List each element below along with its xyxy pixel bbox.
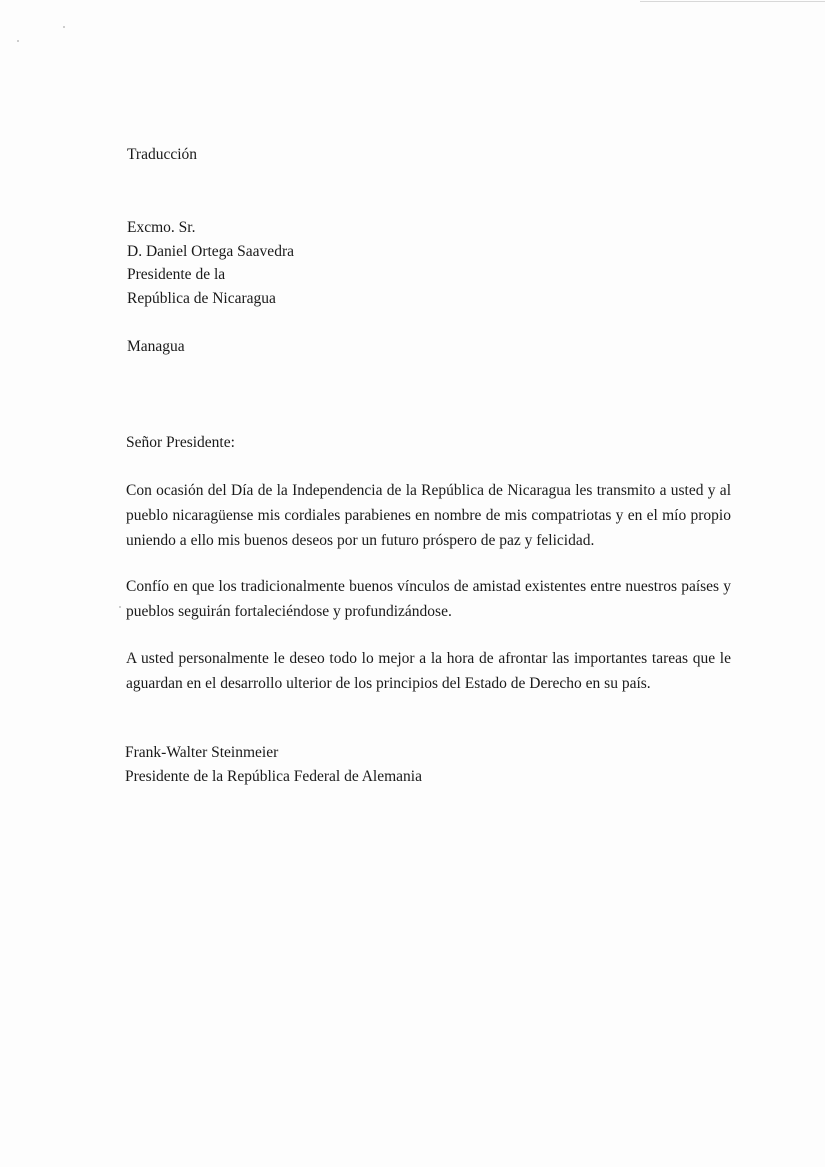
recipient-line: República de Nicaragua	[127, 289, 276, 307]
salutation: Señor Presidente:	[126, 434, 235, 451]
recipient-line: Presidente de la	[127, 266, 226, 283]
recipient-line: D. Daniel Ortega Saavedra	[127, 242, 294, 260]
scan-speck	[17, 40, 19, 42]
document-heading: Traducción	[127, 146, 198, 163]
recipient-address	[127, 216, 294, 310]
scan-artifact-line	[640, 1, 825, 2]
recipient-line: Excmo. Sr.	[127, 219, 196, 236]
signatory-name: Frank-Walter Steinmeier	[125, 744, 279, 761]
body-paragraph: Confío en que los tradicionalmente buenos vínculos de amistad existentes entre nuestros países y pueblos seguirán fortaleciéndose y profundizándose.	[126, 578, 731, 620]
body-paragraph: Con ocasión del Día de la Independencia de la República de Nicaragua les transmito a usted y al pueblo nicaragüense mis cordiales parabienes en nombre de mis compatriotas y en el mío propio uniendo a ello mis buenos deseos por un futuro próspero de paz y felicidad.	[126, 482, 731, 549]
scan-speck	[63, 26, 65, 28]
body-paragraph: A usted personalmente le deseo todo lo mejor a la hora de afrontar las importantes tareas que le aguardan en el desarrollo ulterior de los principios del Estado de Derecho en su país.	[126, 650, 731, 692]
recipient-city: Managua	[127, 338, 185, 355]
signatory-title: Presidente de la República Federal de Alemania	[125, 768, 422, 785]
signature-block	[125, 741, 422, 789]
scan-speck	[119, 606, 121, 608]
